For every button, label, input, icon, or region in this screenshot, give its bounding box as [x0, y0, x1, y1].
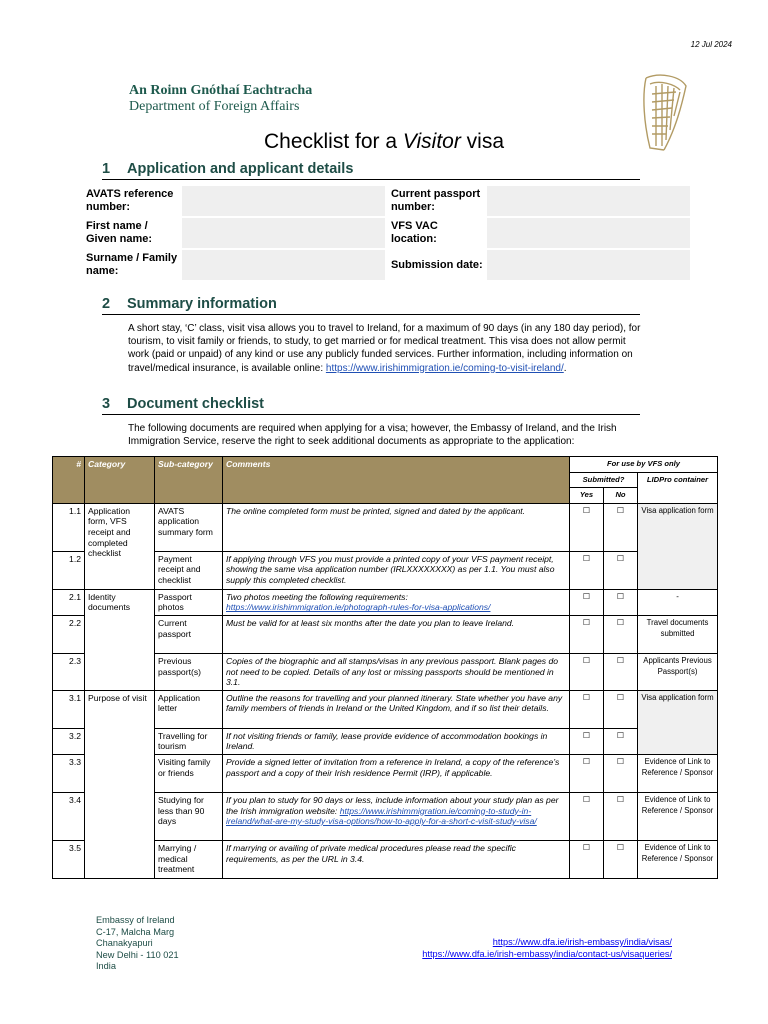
submitted-yes-checkbox[interactable]: ☐	[570, 792, 604, 840]
submitted-no-checkbox[interactable]: ☐	[604, 615, 638, 653]
submitted-no-checkbox[interactable]: ☐	[604, 653, 638, 690]
avats-label: AVATS reference number:	[86, 188, 174, 213]
table-row: 3.5 Marrying / medical treatment If marrying or availing of private medical procedures please read the specific requirements, as per the URL in 3.4. ☐ ☐ Evidence of Link to Reference / Sponsor	[53, 840, 718, 878]
avats-reference-field[interactable]	[182, 186, 385, 216]
table-row: 3.2 Travelling for tourism If not visiting friends or family, lease provide evidence of accommodation bookings in Ireland. ☐ ☐	[53, 728, 718, 754]
study-visa-link[interactable]: https://www.irishimmigration.ie/coming-to-study-in-ireland/what-are-my-study-visa-options/how-to-apply-for-a-short-c-visit-study-visa/	[226, 805, 537, 827]
submitted-yes-checkbox[interactable]: ☐	[570, 653, 604, 690]
department-name	[129, 83, 312, 115]
submitted-no-checkbox[interactable]: ☐	[604, 840, 638, 878]
submitted-yes-checkbox[interactable]: ☐	[570, 589, 604, 615]
submitted-yes-checkbox[interactable]: ☐	[570, 728, 604, 754]
submitted-no-checkbox[interactable]: ☐	[604, 551, 638, 589]
table-row: 1.2 Payment receipt and checklist If applying through VFS you must provide a printed copy of your VFS payment receipt, showing the same visa application number (IRLXXXXXXXX) as per 1.1. You must also supply this completed checklist. ☐ ☐	[53, 551, 718, 589]
header-vfs-only: For use by VFS only	[570, 457, 718, 473]
first-name-field[interactable]	[182, 218, 385, 248]
section-2-heading: 2 Summary information	[102, 296, 640, 315]
embassy-address: Embassy of Ireland C-17, Malcha Marg Chanakyapuri New Delhi - 110 021 India	[96, 915, 179, 972]
photo-rules-link[interactable]: https://www.irishimmigration.ie/photograph-rules-for-visa-applications/	[226, 602, 491, 613]
vac-location-label: VFS VAC location:	[390, 220, 438, 245]
vac-location-field[interactable]	[487, 218, 690, 248]
surname-field[interactable]	[182, 250, 385, 280]
footer-links	[422, 937, 672, 960]
submitted-yes-checkbox[interactable]: ☐	[570, 503, 604, 551]
submitted-no-checkbox[interactable]: ☐	[604, 690, 638, 728]
table-row: 2.1 Identity documents Passport photos Two photos meeting the following requirements: https://www.irishimmigration.ie/photograph-rules-for-visa-applications/ ☐ ☐ -	[53, 589, 718, 615]
header-no: No	[604, 488, 638, 504]
lidpro-cell: Evidence of Link to Reference / Sponsor	[638, 840, 718, 878]
category-cell: Identity documents	[85, 589, 155, 690]
table-row: 2.3 Previous passport(s) Copies of the biographic and all stamps/visas in any previous passport. Blank pages do not need to be copied. Details of any lost or missing passports should be mentioned in 3.1. ☐ ☐ Applicants Previous Passport(s)	[53, 653, 718, 690]
submitted-no-checkbox[interactable]: ☐	[604, 503, 638, 551]
header-submitted: Submitted?	[570, 472, 638, 488]
submitted-no-checkbox[interactable]: ☐	[604, 754, 638, 792]
table-row: 3.3 Visiting family or friends Provide a signed letter of invitation from a reference in Ireland, a copy of the reference’s passport and a copy of their Irish residence Permit (IRP), if applicable. ☐ ☐ Evidence of Link to Reference / Sponsor	[53, 754, 718, 792]
header-lidpro: LIDPro container	[638, 472, 718, 503]
submitted-yes-checkbox[interactable]: ☐	[570, 551, 604, 589]
header-yes: Yes	[570, 488, 604, 504]
lidpro-cell: -	[638, 589, 718, 615]
first-name-label: First name / Given name:	[86, 220, 153, 245]
passport-number-field[interactable]	[487, 186, 690, 216]
section-3-heading: 3 Document checklist	[102, 396, 640, 415]
table-row: 2.2 Current passport Must be valid for at least six months after the date you plan to leave Ireland. ☐ ☐ Travel documents submitted	[53, 615, 718, 653]
embassy-visa-queries-link[interactable]: https://www.dfa.ie/irish-embassy/india/contact-us/visaqueries/	[422, 948, 672, 959]
table-row: 3.4 Studying for less than 90 days If you plan to study for 90 days or less, include information about your study plan as per the Irish immigration website: https://www.irishimmigration.ie/coming-to-study-in-ireland/what-are-my-study-visa-options/how-to-apply-for-a-short-c-visit-study-visa/ ☐ ☐ Evidence of Link to Reference / Sponsor	[53, 792, 718, 840]
visit-ireland-link[interactable]: https://www.irishimmigration.ie/coming-to-visit-ireland/	[325, 362, 564, 374]
lidpro-cell: Visa application form	[638, 503, 718, 589]
checklist-intro: The following documents are required when applying for a visa; however, the Embassy of Ireland, and the Irish Immigration Service, reserve the right to seek additional documents as appropriate to the application:	[128, 423, 617, 448]
summary-paragraph: A short stay, ‘C’ class, visit visa allows you to travel to Ireland, for a maximum of 90 days (in any 180 day period), for tourism, to visit family or friends, to study, to get married or for medical treatment. This visa does not allow permit work (paid or unpaid) of any kind or use any publicly funded services. Further information, including information on travel/medical insurance, is available online: https://www.irishimmigration.ie/coming-to-visit-ireland/.	[128, 323, 641, 374]
submitted-no-checkbox[interactable]: ☐	[604, 589, 638, 615]
header-number: #	[53, 457, 85, 504]
header-comments: Comments	[223, 457, 570, 504]
submission-date-field[interactable]	[487, 250, 690, 280]
submitted-yes-checkbox[interactable]: ☐	[570, 754, 604, 792]
passport-number-label: Current passport number:	[390, 188, 481, 213]
submitted-yes-checkbox[interactable]: ☐	[570, 615, 604, 653]
submitted-no-checkbox[interactable]: ☐	[604, 728, 638, 754]
lidpro-cell: Applicants Previous Passport(s)	[638, 653, 718, 690]
lidpro-cell: Visa application form	[638, 690, 718, 754]
lidpro-cell: Travel documents submitted	[638, 615, 718, 653]
table-row: 1.1 Application form, VFS receipt and completed checklist AVATS application summary form The online completed form must be printed, signed and dated by the applicant. ☐ ☐ Visa application form	[53, 503, 718, 551]
document-date: 12 Jul 2024	[690, 40, 732, 49]
submitted-yes-checkbox[interactable]: ☐	[570, 690, 604, 728]
lidpro-cell: Evidence of Link to Reference / Sponsor	[638, 754, 718, 792]
header-subcategory: Sub-category	[155, 457, 223, 504]
surname-label: Surname / Family name:	[86, 252, 178, 277]
category-cell: Purpose of visit	[85, 690, 155, 878]
table-row: 3.1 Purpose of visit Application letter Outline the reasons for travelling and your planned itinerary. State whether you have any family members of friends in Ireland or the United Kingdom, and if so list their details. ☐ ☐ Visa application form	[53, 690, 718, 728]
applicant-details-form	[82, 184, 692, 282]
department-name-irish: An Roinn Gnóthaí Eachtracha	[129, 83, 313, 98]
submitted-no-checkbox[interactable]: ☐	[604, 792, 638, 840]
section-1-heading: 1 Application and applicant details	[102, 161, 640, 180]
category-cell: Application form, VFS receipt and completed checklist	[85, 503, 155, 589]
lidpro-cell: Evidence of Link to Reference / Sponsor	[638, 792, 718, 840]
document-title: Checklist for a Visitor visa	[263, 130, 505, 153]
embassy-visas-link[interactable]: https://www.dfa.ie/irish-embassy/india/visas/	[492, 937, 672, 947]
header-category: Category	[85, 457, 155, 504]
document-checklist-table	[52, 456, 718, 879]
submitted-yes-checkbox[interactable]: ☐	[570, 840, 604, 878]
submission-date-label: Submission date:	[390, 258, 483, 271]
department-name-english: Department of Foreign Affairs	[129, 99, 300, 114]
